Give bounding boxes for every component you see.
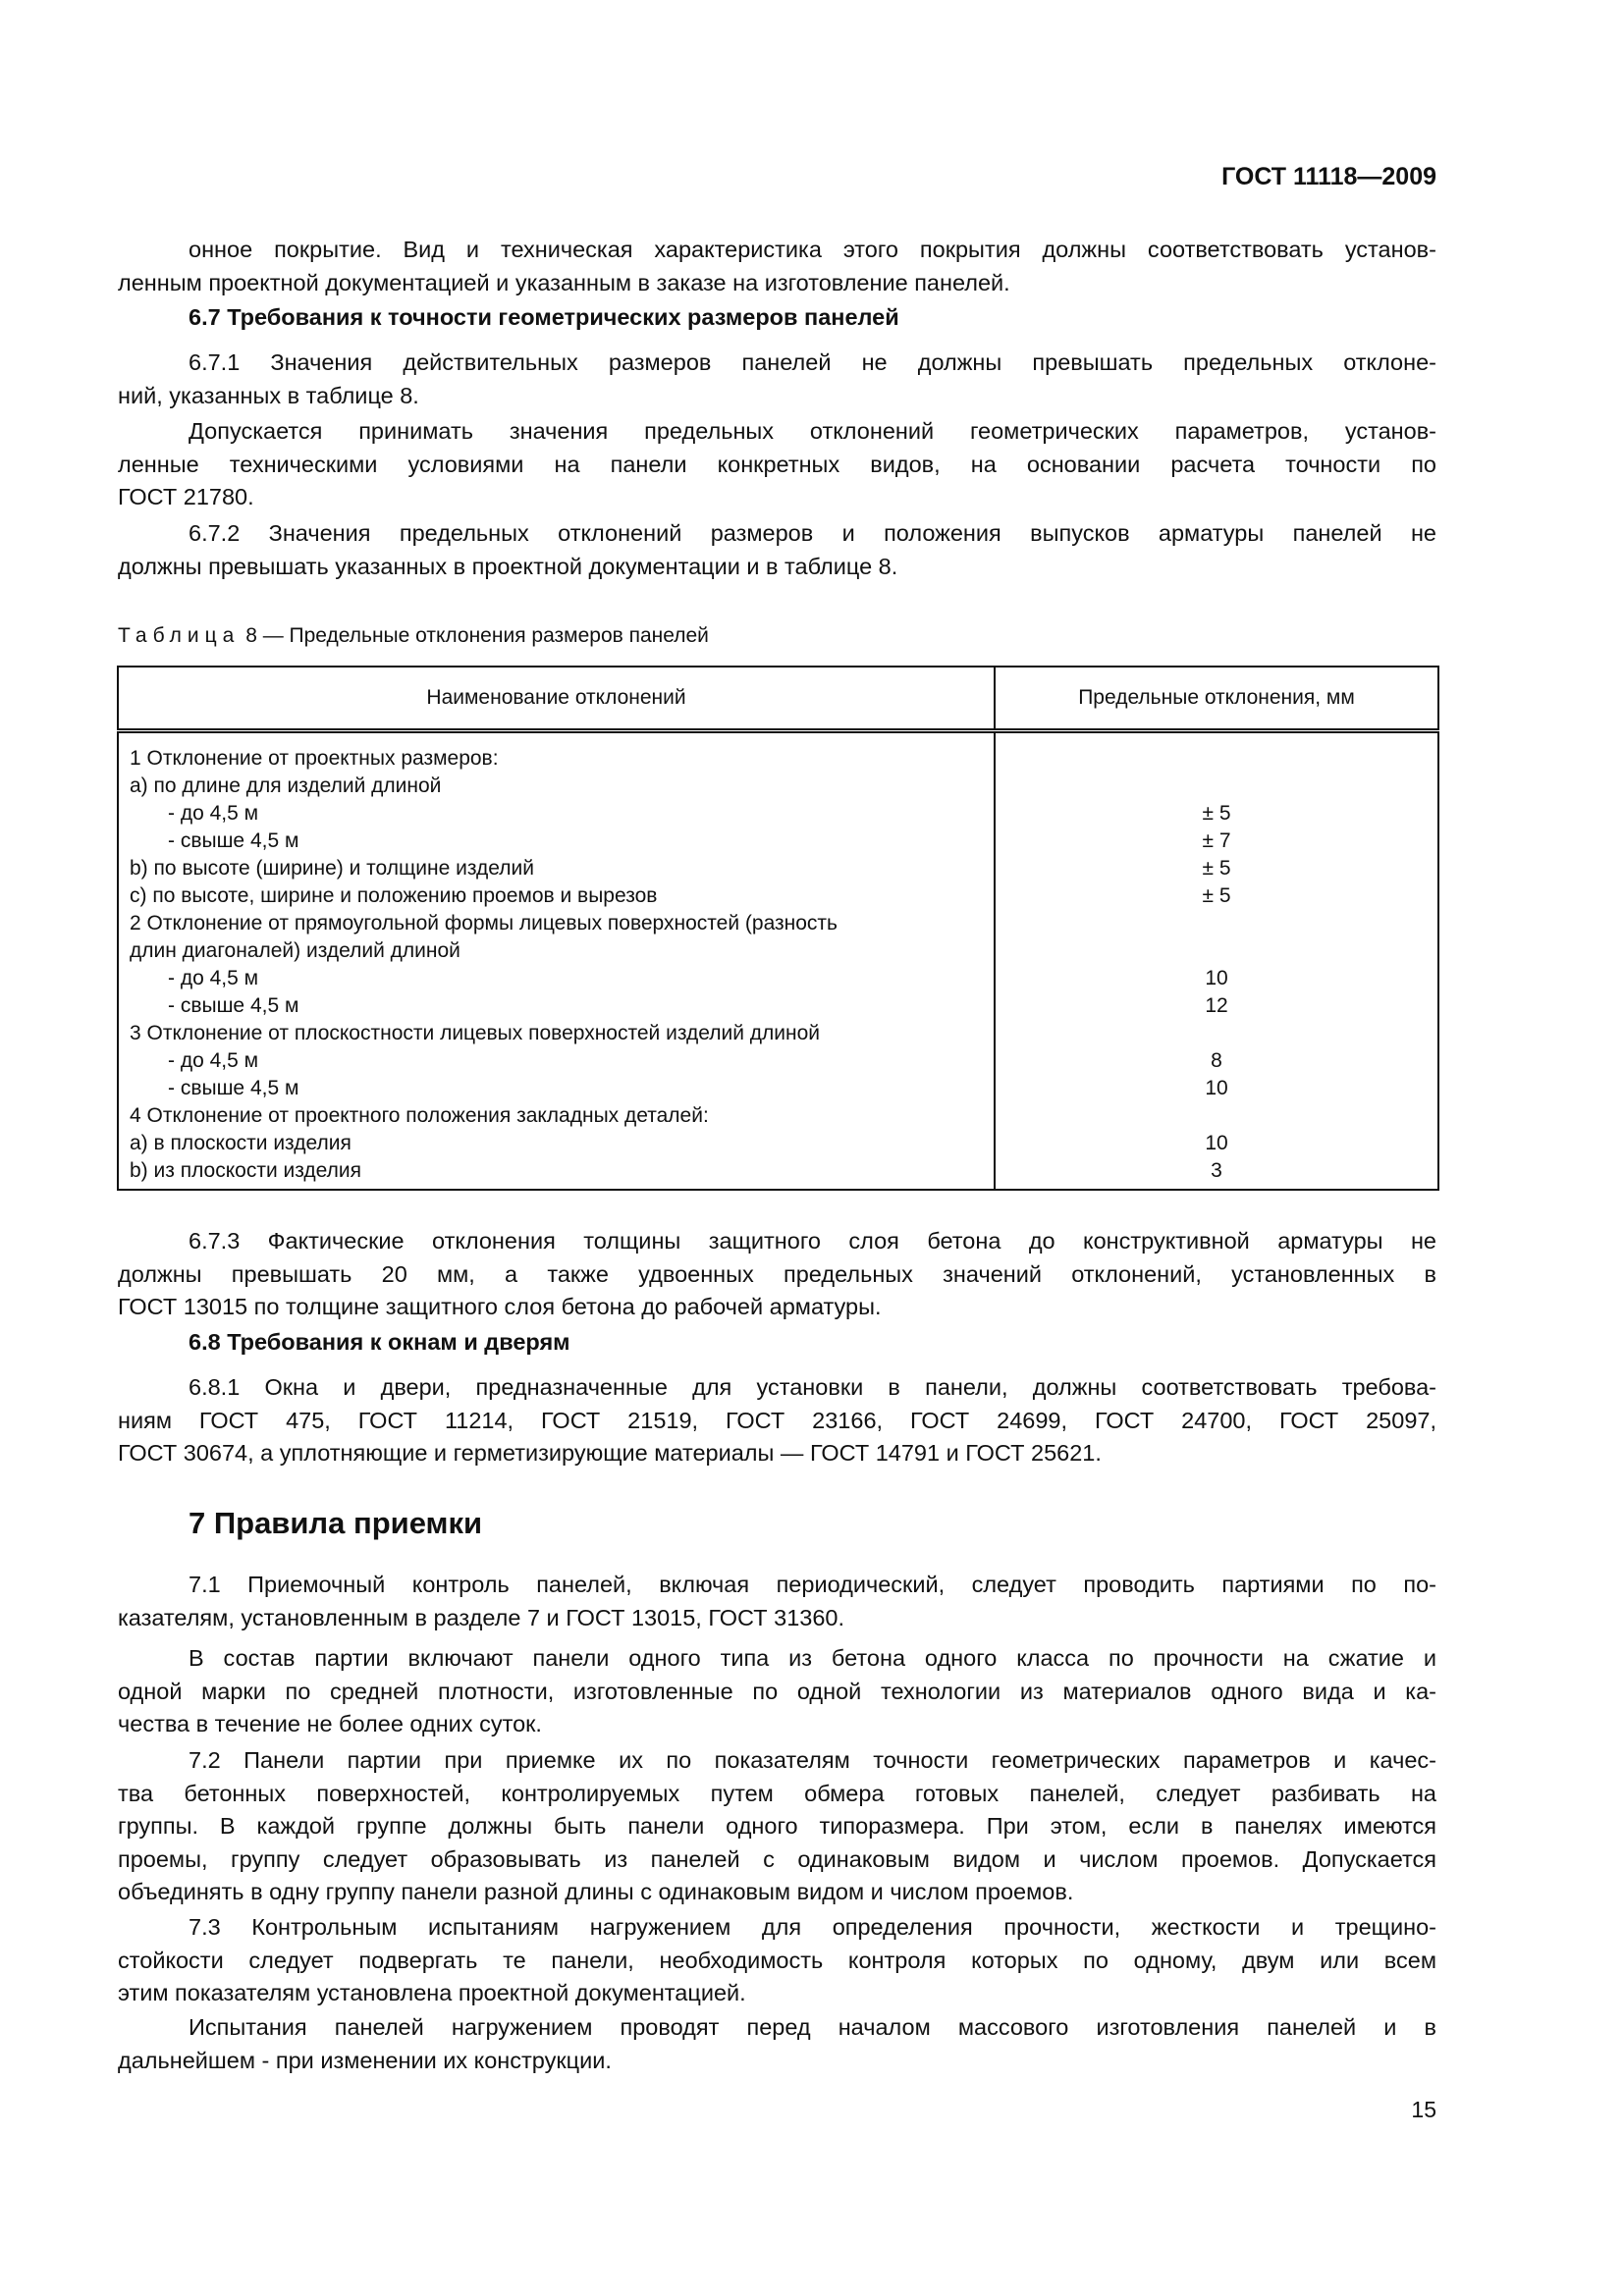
deviation-name: а) в плоскости изделия bbox=[118, 1130, 995, 1157]
deviation-name: b) по высоте (ширине) и толщине изделий bbox=[118, 855, 995, 882]
deviation-value: 12 bbox=[995, 992, 1438, 1020]
table-row bbox=[118, 773, 1438, 800]
text-line: 7.1 Приемочный контроль панелей, включая периодический, следует проводить партиями по по- bbox=[189, 1572, 1436, 1597]
deviation-name: - до 4,5 м bbox=[118, 800, 995, 828]
text-line: чества в течение не более одних суток. bbox=[118, 1711, 542, 1736]
table-caption-title: 8 — Предельные отклонения размеров панелей bbox=[245, 624, 709, 647]
deviation-name: - свыше 4,5 м bbox=[118, 1075, 995, 1102]
deviation-name: - до 4,5 м bbox=[118, 965, 995, 992]
table-row bbox=[118, 1075, 1438, 1102]
text-line: ГОСТ 13015 по толщине защитного слоя бетона до рабочей арматуры. bbox=[118, 1294, 882, 1319]
text-line: ГОСТ 30674, а уплотняющие и герметизирующие материалы — ГОСТ 14791 и ГОСТ 25621. bbox=[118, 1440, 1102, 1466]
table-row bbox=[118, 1157, 1438, 1190]
text-line: тва бетонных поверхностей, контролируемых путем обмера готовых панелей, следует разбивать на bbox=[118, 1780, 1436, 1806]
text-line: 7.3 Контрольным испытаниям нагружением для определения прочности, жесткости и трещино- bbox=[189, 1914, 1436, 1940]
deviation-value: 3 bbox=[995, 1157, 1438, 1190]
text-line: Испытания панелей нагружением проводят перед началом массового изготовления панелей и в bbox=[189, 2014, 1436, 2040]
table-row bbox=[118, 1020, 1438, 1047]
text-line: 7.2 Панели партии при приемке их по показателям точности геометрических параметров и качес- bbox=[189, 1747, 1436, 1773]
text-line: онное покрытие. Вид и техническая характеристика этого покрытия должны соответствовать установ- bbox=[189, 237, 1436, 262]
document-header: ГОСТ 11118—2009 bbox=[1221, 163, 1436, 190]
deviation-value bbox=[995, 1102, 1438, 1130]
paragraph bbox=[118, 415, 1436, 514]
text-line: 6.7.3 Фактические отклонения толщины защитного слоя бетона до конструктивной арматуры не bbox=[189, 1228, 1436, 1254]
text-line: стойкости следует подвергать те панели, необходимость контроля которых по одному, двум или всем bbox=[118, 1947, 1436, 1973]
paragraph-7-3 bbox=[118, 1911, 1436, 2010]
deviation-name: а) по длине для изделий длиной bbox=[118, 773, 995, 800]
deviation-value bbox=[995, 773, 1438, 800]
paragraph-6-7-2 bbox=[118, 517, 1436, 583]
column-header: Наименование отклонений bbox=[118, 667, 995, 731]
deviation-value: ± 5 bbox=[995, 855, 1438, 882]
deviation-name: b) из плоскости изделия bbox=[118, 1157, 995, 1190]
table-caption-word: Таблица bbox=[118, 624, 241, 647]
table-row bbox=[118, 731, 1438, 774]
table-row bbox=[118, 937, 1438, 965]
text-line: должны превышать указанных в проектной документации и в таблице 8. bbox=[118, 553, 898, 579]
table-row bbox=[118, 992, 1438, 1020]
text-line: Допускается принимать значения предельных отклонений геометрических параметров, установ- bbox=[189, 418, 1436, 444]
text-line: 6.7.1 Значения действительных размеров панелей не должны превышать предельных отклоне- bbox=[189, 349, 1436, 375]
text-line: ний, указанных в таблице 8. bbox=[118, 382, 419, 408]
text-line: 6.7.2 Значения предельных отклонений размеров и положения выпусков арматуры панелей не bbox=[189, 520, 1436, 546]
paragraph bbox=[118, 234, 1436, 299]
section-heading-6-8: 6.8 Требования к окнам и дверям bbox=[189, 1329, 570, 1355]
text-line: ниям ГОСТ 475, ГОСТ 11214, ГОСТ 21519, ГОСТ 23166, ГОСТ 24699, ГОСТ 24700, ГОСТ 25097, bbox=[118, 1407, 1436, 1433]
text-line: казателям, установленным в разделе 7 и ГОСТ 13015, ГОСТ 31360. bbox=[118, 1604, 844, 1630]
table-caption bbox=[118, 624, 709, 648]
deviation-value: ± 7 bbox=[995, 828, 1438, 855]
deviation-name: c) по высоте, ширине и положению проемов и вырезов bbox=[118, 882, 995, 910]
deviations-table bbox=[117, 666, 1439, 1191]
deviation-value bbox=[995, 910, 1438, 937]
paragraph-6-8-1 bbox=[118, 1371, 1436, 1470]
text-line: объединять в одну группу панели разной длины с одинаковым видом и числом проемов. bbox=[118, 1879, 1074, 1904]
deviation-value: ± 5 bbox=[995, 800, 1438, 828]
table-row bbox=[118, 1047, 1438, 1075]
deviation-value bbox=[995, 1020, 1438, 1047]
table-row bbox=[118, 828, 1438, 855]
deviation-name: - свыше 4,5 м bbox=[118, 992, 995, 1020]
paragraph-6-7-1 bbox=[118, 347, 1436, 412]
deviation-value: 10 bbox=[995, 965, 1438, 992]
deviation-name: - свыше 4,5 м bbox=[118, 828, 995, 855]
deviation-value: 8 bbox=[995, 1047, 1438, 1075]
column-header: Предельные отклонения, мм bbox=[995, 667, 1438, 731]
deviation-value: 10 bbox=[995, 1075, 1438, 1102]
paragraph-6-7-3 bbox=[118, 1225, 1436, 1324]
section-heading-7: 7 Правила приемки bbox=[189, 1506, 483, 1540]
text-line: ленным проектной документацией и указанным в заказе на изготовление панелей. bbox=[118, 269, 1010, 295]
paragraph bbox=[118, 2011, 1436, 2077]
text-line: проемы, группу следует образовывать из панелей с одинаковым видом и числом проемов. Допускается bbox=[118, 1845, 1436, 1872]
deviation-name: длин диагоналей) изделий длиной bbox=[118, 937, 995, 965]
deviation-name: 1 Отклонение от проектных размеров: bbox=[118, 731, 995, 774]
deviation-name: - до 4,5 м bbox=[118, 1047, 995, 1075]
deviation-name: 4 Отклонение от проектного положения закладных деталей: bbox=[118, 1102, 995, 1130]
text-line: одной марки по средней плотности, изготовленные по одной технологии из материалов одного вида и ка- bbox=[118, 1678, 1436, 1704]
table-row bbox=[118, 882, 1438, 910]
deviation-value: ± 5 bbox=[995, 882, 1438, 910]
table-row bbox=[118, 800, 1438, 828]
paragraph-7-2 bbox=[118, 1744, 1436, 1909]
deviation-name: 2 Отклонение от прямоугольной формы лицевых поверхностей (разность bbox=[118, 910, 995, 937]
table-row bbox=[118, 910, 1438, 937]
deviation-value bbox=[995, 937, 1438, 965]
page-number: 15 bbox=[1411, 2097, 1436, 2122]
paragraph bbox=[118, 1642, 1436, 1741]
table-row bbox=[118, 1102, 1438, 1130]
text-line: дальнейшем - при изменении их конструкции. bbox=[118, 2047, 612, 2073]
table-row bbox=[118, 965, 1438, 992]
text-line: ГОСТ 21780. bbox=[118, 484, 254, 509]
table-row bbox=[118, 855, 1438, 882]
deviation-name: 3 Отклонение от плоскостности лицевых поверхностей изделий длиной bbox=[118, 1020, 995, 1047]
text-line: должны превышать 20 мм, а также удвоенных предельных значений отклонений, установленных в bbox=[118, 1260, 1436, 1287]
text-line: группы. В каждой группе должны быть панели одного типоразмера. При этом, если в панелях имеются bbox=[118, 1813, 1436, 1839]
table-row bbox=[118, 1130, 1438, 1157]
text-line: В состав партии включают панели одного типа из бетона одного класса по прочности на сжатие и bbox=[189, 1645, 1436, 1671]
text-line: этим показателям установлена проектной документацией. bbox=[118, 1980, 746, 2005]
deviation-value: 10 bbox=[995, 1130, 1438, 1157]
paragraph-7-1 bbox=[118, 1569, 1436, 1634]
text-line: ленные техническими условиями на панели конкретных видов, на основании расчета точности по bbox=[118, 451, 1436, 477]
deviation-value bbox=[995, 731, 1438, 774]
text-line: 6.8.1 Окна и двери, предназначенные для установки в панели, должны соответствовать требова- bbox=[189, 1374, 1436, 1400]
section-heading-6-7: 6.7 Требования к точности геометрических размеров панелей bbox=[189, 304, 899, 330]
